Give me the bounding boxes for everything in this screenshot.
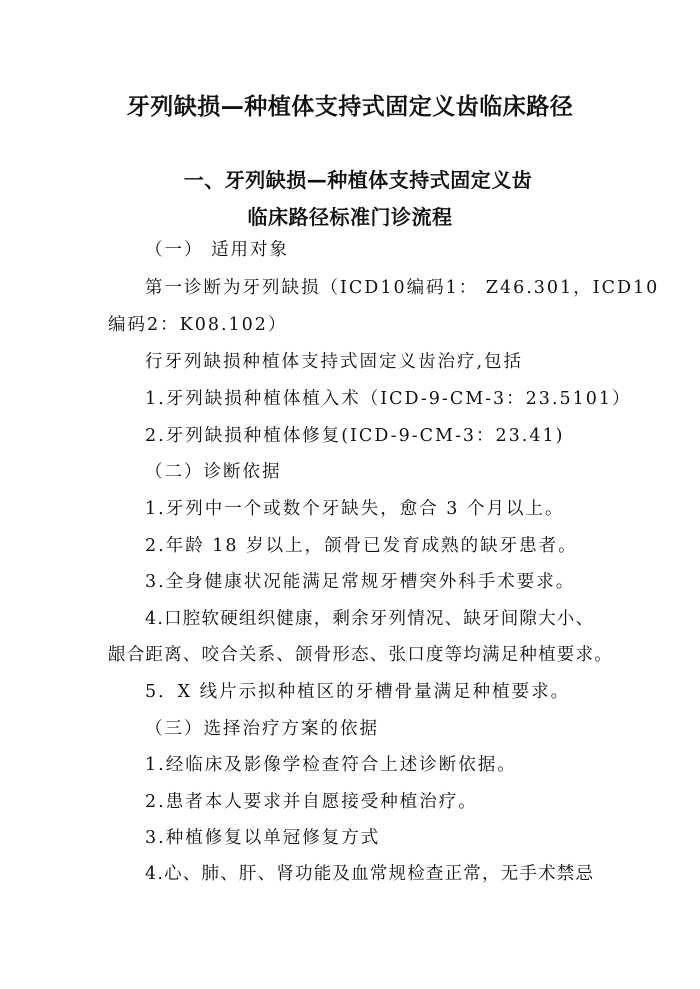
subsection-heading-treatment: （三）选择治疗方案的依据 bbox=[145, 719, 379, 739]
body-line: 3.种植修复以单冠修复方式 bbox=[145, 828, 381, 848]
body-line: 5．X 线片示拟种植区的牙槽骨量满足种植要求。 bbox=[145, 682, 571, 702]
body-line: 行牙列缺损种植体支持式固定义齿治疗,包括 bbox=[145, 352, 524, 372]
section-heading-line-2: 临床路径标准门诊流程 bbox=[247, 205, 453, 229]
subsection-heading-scope: （一） 适用对象 bbox=[145, 240, 290, 260]
subsection-heading-diagnosis: （二）诊断依据 bbox=[145, 462, 282, 482]
body-line: 编码2：K08.102） bbox=[108, 315, 288, 335]
body-line: 2.牙列缺损种植体修复(ICD-9-CM-3：23.41) bbox=[145, 426, 565, 446]
section-heading-line-1: 一、牙列缺损—种植体支持式固定义齿 bbox=[183, 168, 533, 192]
body-line: 4.口腔软硬组织健康，剩余牙列情况、缺牙间隙大小、 bbox=[145, 609, 595, 629]
body-line: 2.年龄 18 岁以上，颌骨已发育成熟的缺牙患者。 bbox=[145, 536, 578, 556]
document-title: 牙列缺损—种植体支持式固定义齿临床路径 bbox=[126, 94, 574, 120]
body-line: 3.全身健康状况能满足常规牙槽突外科手术要求。 bbox=[145, 572, 576, 592]
body-line: 2.患者本人要求并自愿接受种植治疗。 bbox=[145, 792, 478, 812]
body-line: 1.牙列缺损种植体植入术（ICD-9-CM-3：23.5101） bbox=[145, 389, 632, 409]
body-line: 4.心、肺、肝、肾功能及血常规检查正常，无手术禁忌 bbox=[145, 864, 595, 884]
body-line: 龈合距离、咬合关系、颌骨形态、张口度等均满足种植要求。 bbox=[108, 645, 613, 665]
body-line: 第一诊断为牙列缺损（ICD10编码1： Z46.301，ICD10 bbox=[145, 278, 660, 298]
body-line: 1.牙列中一个或数个牙缺失，愈合 3 个月以上。 bbox=[145, 499, 565, 519]
body-line: 1.经临床及影像学检查符合上述诊断依据。 bbox=[145, 755, 517, 775]
